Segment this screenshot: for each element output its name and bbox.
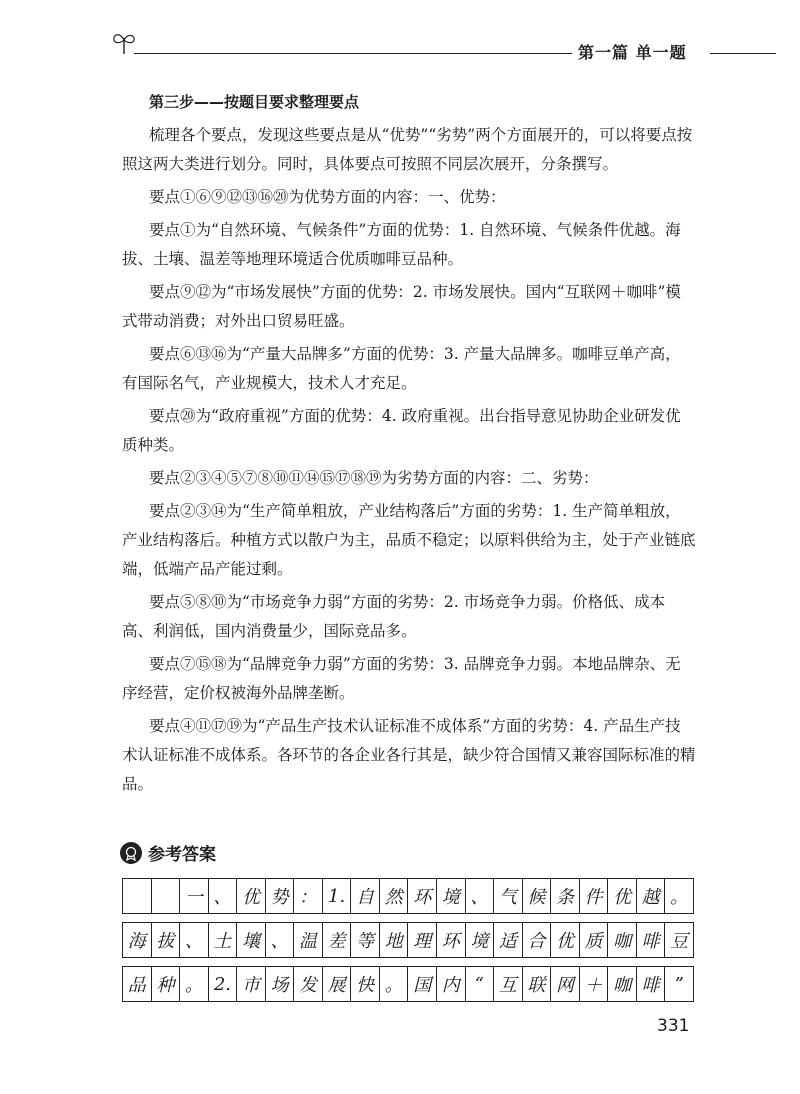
grid-cell: 种: [151, 967, 180, 1001]
grid-cell: 理: [407, 923, 436, 957]
grid-cell: ＋: [579, 967, 608, 1001]
paragraph-11: 要点④⑪⑰⑲为“产品生产技术认证标准不成体系”方面的劣势：4. 产品生产技术认证标准不成体系。各环节的各企业各行其是，缺少符合国情又兼容国际标准的精品。: [122, 717, 696, 793]
paragraph-9: 要点⑤⑧⑩为“市场竞争力弱”方面的劣势：2. 市场竞争力弱。价格低、成本高、利润低，国内消费量少，国际竞品多。: [122, 593, 666, 640]
grid-cell: 环: [407, 879, 436, 913]
grid-cell: 件: [579, 879, 608, 913]
paragraph-2: 要点①⑥⑨⑫⑬⑯⑳为优势方面的内容：一、优势：: [149, 188, 506, 206]
grid-cell: “: [465, 967, 494, 1001]
paragraph-6: 要点⑳为“政府重视”方面的优势：4. 政府重视。出台指导意见协助企业研发优质种类。: [122, 407, 681, 454]
grid-cell: [123, 879, 151, 913]
grid-cell: 网: [550, 967, 579, 1001]
paragraph-8: 要点②③⑭为“生产简单粗放，产业结构落后”方面的劣势：1. 生产简单粗放，产业结构落后。种植方式以散户为主，品质不稳定；以原料供给为主，处于产业链底端，低端产品产能过剩。: [122, 502, 696, 578]
grid-cell: 拔: [151, 923, 180, 957]
grid-cell: 地: [379, 923, 408, 957]
sprout-icon: [110, 28, 138, 56]
grid-cell: 壤: [236, 923, 265, 957]
answer-heading-label: 参考答案: [148, 845, 216, 865]
grid-cell: 优: [236, 879, 265, 913]
grid-cell: 、: [465, 879, 494, 913]
grid-cell: 合: [522, 923, 551, 957]
grid-cell: 自: [350, 879, 379, 913]
paragraph-4: 要点⑨⑫为“市场发展快”方面的优势：2. 市场发展快。国内“互联网＋咖啡”模式带动消费；对外出口贸易旺盛。: [122, 283, 681, 330]
grid-cell: 质: [579, 923, 608, 957]
grid-cell: 国: [407, 967, 436, 1001]
grid-cell: 环: [436, 923, 465, 957]
grid-cell: 优: [607, 879, 636, 913]
grid-cell: 2.: [208, 967, 237, 1001]
grid-cell: ：: [293, 879, 322, 913]
grid-cell: 快: [350, 967, 379, 1001]
grid-cell: 候: [522, 879, 551, 913]
paragraph-5: 要点⑥⑬⑯为“产量大品牌多”方面的优势：3. 产量大品牌多。咖啡豆单产高，有国际名气，产业规模大，技术人才充足。: [122, 345, 681, 392]
grid-cell: 市: [236, 967, 265, 1001]
grid-cell: 发: [293, 967, 322, 1001]
grid-cell: 啡: [636, 967, 665, 1001]
grid-cell: 1.: [322, 879, 351, 913]
grid-cell: 一: [179, 879, 208, 913]
grid-cell: 内: [436, 967, 465, 1001]
grid-cell: 差: [322, 923, 351, 957]
grid-cell: 、: [179, 923, 208, 957]
grid-cell: 品: [127, 975, 146, 996]
grid-cell: 等: [350, 923, 379, 957]
grid-cell: 优: [550, 923, 579, 957]
grid-cell: 、: [265, 923, 294, 957]
grid-cell: 温: [293, 923, 322, 957]
header-rule-left: [134, 53, 572, 54]
step-title: 第三步——按题目要求整理要点: [149, 93, 360, 111]
paragraph-1: 梳理各个要点，发现这些要点是从“优势”“劣势”两个方面展开的，可以将要点按照这两大类进行划分。同时，具体要点可按照不同层次展开，分条撰写。: [122, 126, 693, 173]
grid-cell: 豆: [664, 923, 693, 957]
main-content: [122, 88, 696, 799]
answer-heading: [120, 840, 216, 865]
page-header: [0, 0, 800, 80]
grid-cell: ”: [664, 967, 693, 1001]
grid-cell: 。: [179, 967, 208, 1001]
grid-cell: 展: [322, 967, 351, 1001]
grid-cell: [151, 879, 180, 913]
grid-cell: 土: [208, 923, 237, 957]
grid-cell: 海: [127, 931, 146, 952]
page-number: 331: [657, 1016, 690, 1036]
grid-cell: 啡: [636, 923, 665, 957]
grid-cell: 气: [493, 879, 522, 913]
grid-cell: 势: [265, 879, 294, 913]
grid-cell: 咖: [607, 923, 636, 957]
grid-cell: 境: [436, 879, 465, 913]
header-title: 第一篇 单一题: [578, 43, 687, 62]
medal-icon: [120, 842, 142, 864]
grid-cell: 、: [208, 879, 237, 913]
grid-cell: 适: [493, 923, 522, 957]
grid-cell: 咖: [607, 967, 636, 1001]
header-rule-right: [710, 53, 776, 54]
grid-cell: 条: [550, 879, 579, 913]
paragraph-7: 要点②③④⑤⑦⑧⑩⑪⑭⑮⑰⑱⑲为劣势方面的内容：二、劣势：: [149, 469, 599, 487]
answer-grid-row-2: [122, 922, 694, 958]
grid-cell: 互: [493, 967, 522, 1001]
grid-cell: 。: [664, 879, 693, 913]
paragraph-10: 要点⑦⑮⑱为“品牌竞争力弱”方面的劣势：3. 品牌竞争力弱。本地品牌杂、无序经营，定价权被海外品牌垄断。: [122, 655, 681, 702]
grid-cell: 场: [265, 967, 294, 1001]
paragraph-3: 要点①为“自然环境、气候条件”方面的优势：1. 自然环境、气候条件优越。海拔、土壤、温差等地理环境适合优质咖啡豆品种。: [122, 221, 681, 268]
grid-cell: 境: [465, 923, 494, 957]
grid-cell: 越: [636, 879, 665, 913]
grid-cell: 然: [379, 879, 408, 913]
grid-cell: 联: [522, 967, 551, 1001]
grid-cell: 。: [379, 967, 408, 1001]
answer-grid-row-1: [122, 878, 694, 914]
answer-grid-row-3: [122, 966, 694, 1002]
